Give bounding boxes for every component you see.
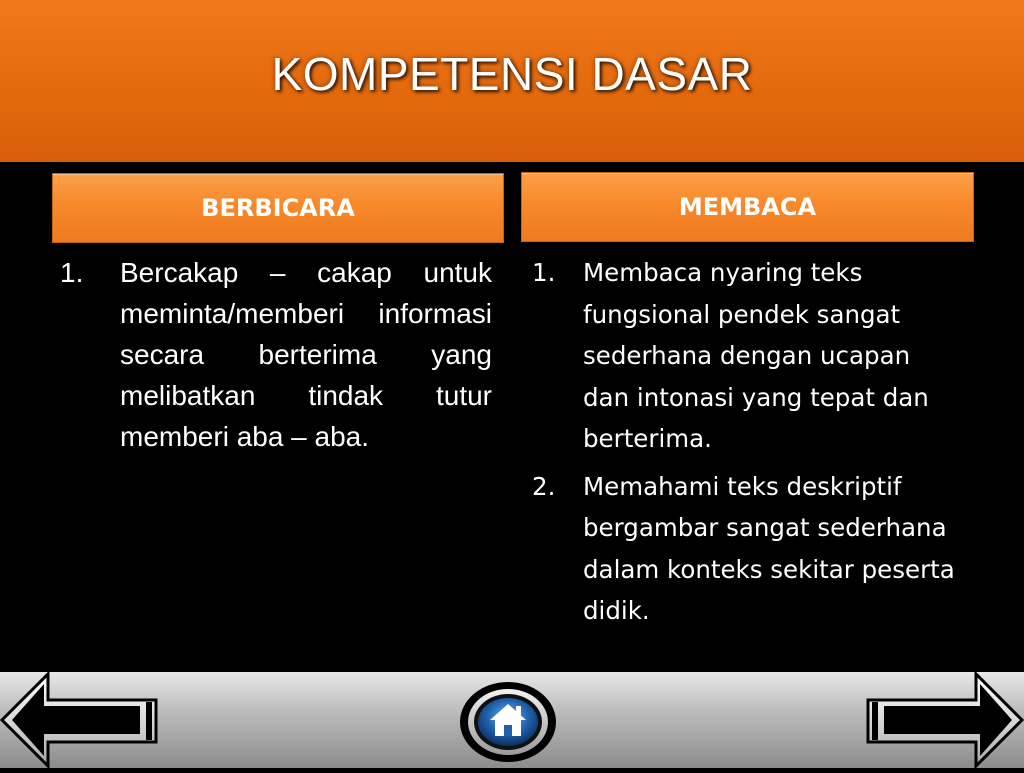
berbicara-header [52, 173, 504, 243]
list-item-text: Bercakap – cakap untuk meminta/memberi informasi secara berterima yang melibatkan tindak tutur memberi aba – aba. [120, 257, 492, 452]
membaca-header-label: MEMBACA [678, 193, 817, 221]
home-button[interactable] [458, 680, 558, 764]
navigation-bar [0, 672, 1024, 768]
title-bar [0, 0, 1024, 162]
list-item-text: Memahami teks deskriptif bergambar sangat sederhana dalam konteks sekitar peserta didik. [583, 471, 955, 625]
slide-title: KOMPETENSI DASAR [271, 48, 753, 100]
previous-slide-button[interactable] [0, 672, 160, 768]
membaca-list [528, 252, 958, 638]
list-item [60, 252, 492, 457]
right-arrow-icon [864, 672, 1024, 768]
list-item [528, 466, 958, 632]
berbicara-list [60, 252, 492, 457]
list-item [528, 252, 958, 460]
list-item-number: 2. [532, 471, 556, 501]
list-item-number: 1. [532, 258, 556, 287]
list-item-text: Membaca nyaring teks fungsional pendek sangat sederhana dengan ucapan dan intonasi yang tepat dan berterima. [583, 258, 929, 453]
next-slide-button[interactable] [864, 672, 1024, 768]
home-icon [458, 680, 558, 764]
membaca-header [521, 172, 974, 242]
left-arrow-icon [0, 672, 160, 768]
list-item-number: 1. [60, 257, 84, 288]
berbicara-header-label: BERBICARA [201, 194, 355, 222]
